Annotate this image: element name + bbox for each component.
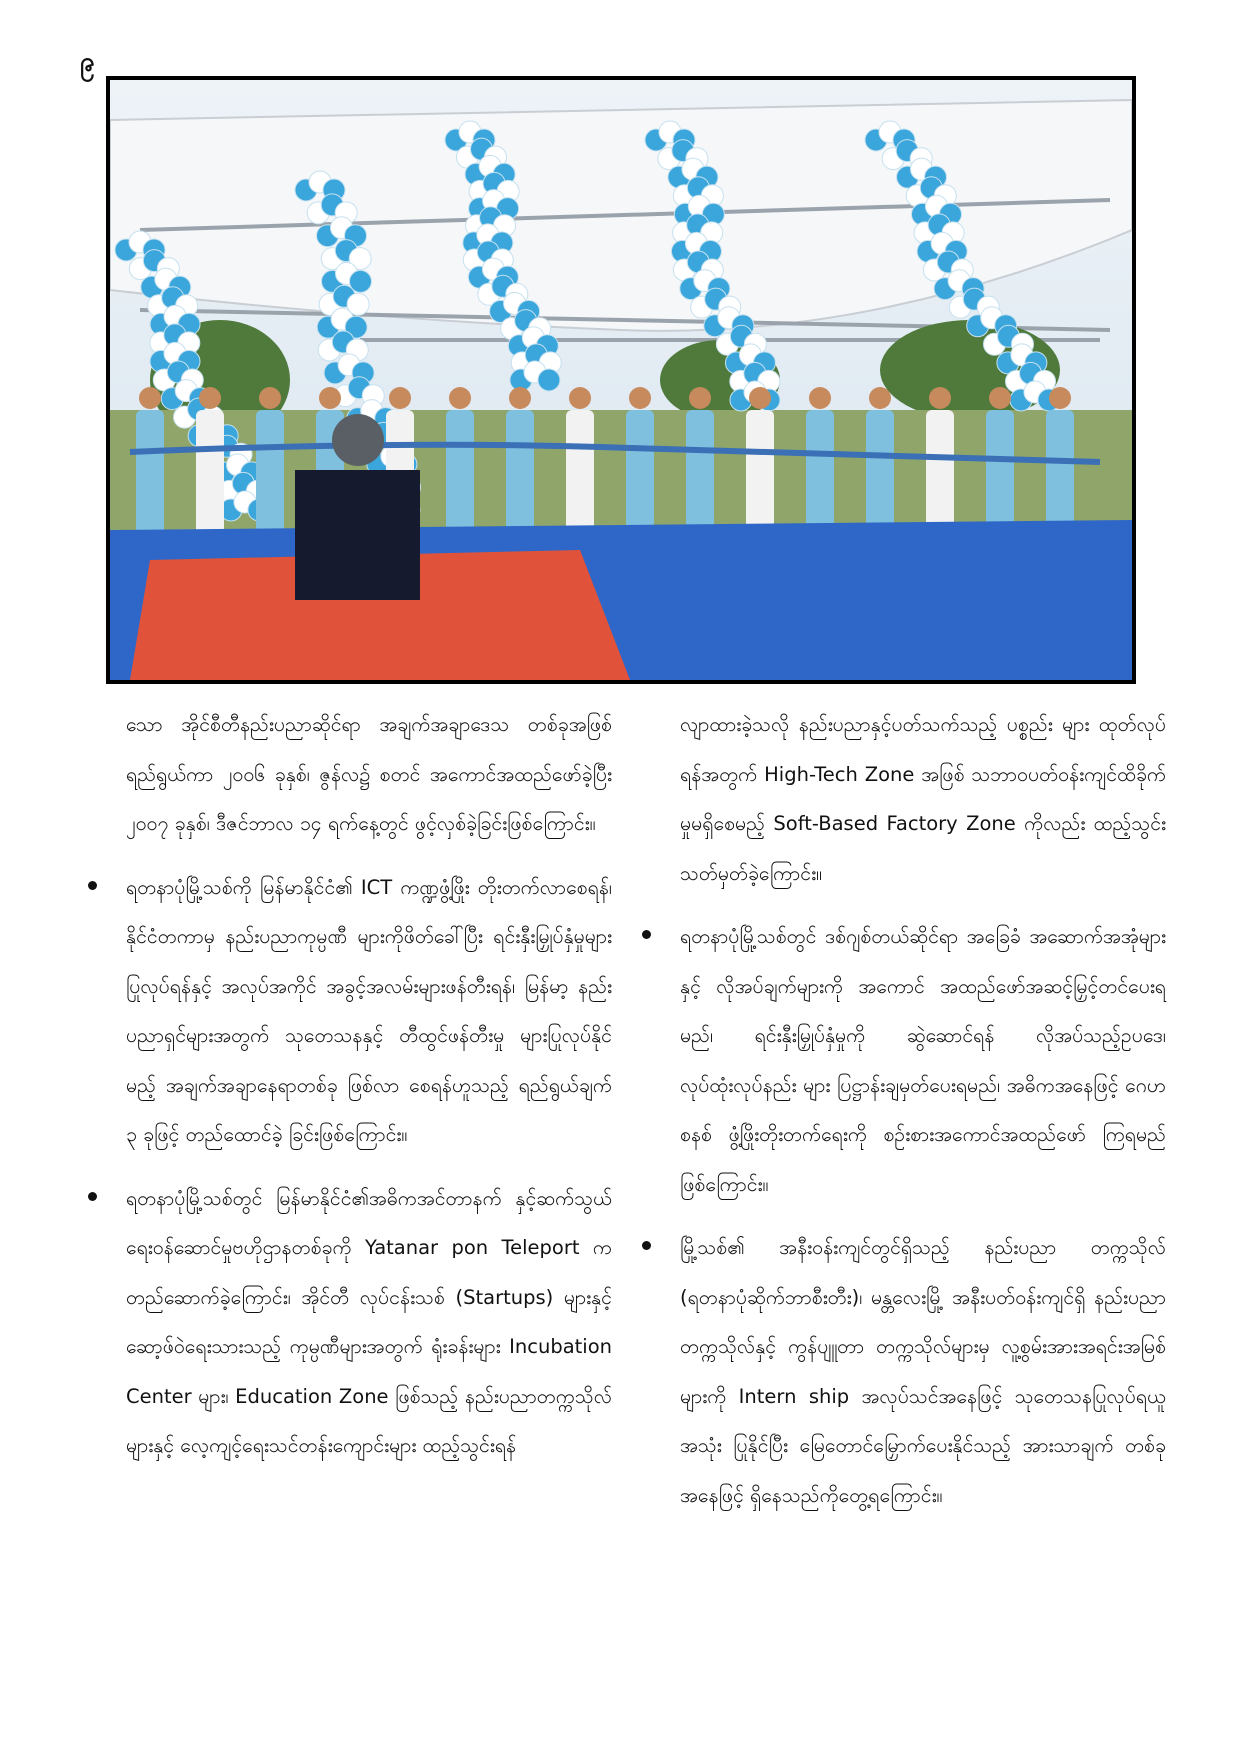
bullet-text: ရတနာပုံမြို့သစ်တွင် ဒစ်ဂျစ်တယ်ဆိုင်ရာ အခြေခံ အဆောက်အအုံများနှင့် လိုအပ်ချက်များကို အကောင် အထည်ဖော်အဆင့်မြှင့်တင်ပေးရမည်၊ ရင်းနှီးမြှုပ်နှံမှုကို ဆွဲဆောင်ရန် လိုအပ်သည့်ဥပဒေ၊ လုပ်ထုံးလုပ်နည်း များ ပြဋ္ဌာန်းချမှတ်ပေးရမည်၊ အဓိကအနေဖြင့် ဂေဟစနစ် ဖွံ့ဖြိုးတိုးတက်ရေးကို စဉ်းစားအကောင်အထည်ဖော် ကြရမည်ဖြစ်ကြောင်း။ xyxy=(680,925,1166,1196)
bullet-text: မြို့သစ်၏ အနီးဝန်းကျင်တွင်ရှိသည့် နည်းပညာ တက္ကသိုလ် (ရတနာပုံဆိုက်ဘာစီးတီး)၊ မန္တလေးမြို့ အနီးပတ်ဝန်းကျင်ရှိ နည်းပညာတက္ကသိုလ်နှင့် ကွန်ပျူတာ တက္ကသိုလ်များမှ လူ့စွမ်းအားအရင်းအမြစ်များကို Intern ship အလုပ်သင်အနေဖြင့် သုတေသနပြုလုပ်ရယူအသုံး ပြုနိုင်ပြီး မြေတောင်မြှောက်ပေးနိုင်သည့် အားသာချက် တစ်ခုအနေဖြင့် ရှိနေသည်ကိုတွေ့ရကြောင်း။ xyxy=(680,1236,1166,1507)
continuation-paragraph: လျာထားခဲ့သလို နည်းပညာနှင့်ပတ်သက်သည့် ပစ္စည်း များ ထုတ်လုပ်ရန်အတွက် High-Tech Zone အဖြစ် သဘာဝပတ်ဝန်းကျင်ထိခိုက်မှုမရှိစေမည့် Soft-Based Factory Zone ကိုလည်း ထည့်သွင်းသတ်မှတ်ခဲ့ကြောင်း။ xyxy=(680,713,1166,885)
bullet-text: ရတနာပုံမြို့သစ်ကို မြန်မာနိုင်ငံ၏ ICT ကဏ္ဍဖွံ့ဖြိုး တိုးတက်လာစေရန်၊ နိုင်ငံတကာမှ နည်းပညာကုမ္ပဏီ များကိုဖိတ်ခေါ်ပြီး ရင်းနှီးမြှုပ်နှံမှုများ ပြုလုပ်ရန်နှင့် အလုပ်အကိုင် အခွင့်အလမ်းများဖန်တီးရန်၊ မြန်မာ့ နည်းပညာရှင်များအတွက် သုတေသနနှင့် တီထွင်ဖန်တီးမှု များပြုလုပ်နိုင်မည့် အချက်အချာနေရာတစ်ခု ဖြစ်လာ စေရန်ဟူသည့် ရည်ရွယ်ချက် ၃ ခုဖြင့် တည်ထောင်ခဲ့ ခြင်းဖြစ်ကြောင်း။ xyxy=(126,875,612,1146)
person-head xyxy=(689,387,711,409)
bullet-item xyxy=(126,1174,612,1471)
person-head xyxy=(509,387,531,409)
person-head xyxy=(139,387,161,409)
person-head xyxy=(389,387,411,409)
person xyxy=(256,410,284,545)
person xyxy=(566,410,594,545)
person-head xyxy=(629,387,651,409)
person-head xyxy=(1049,387,1071,409)
bullet-icon xyxy=(88,1192,97,1201)
bullet-item xyxy=(126,863,612,1160)
person-head xyxy=(449,387,471,409)
person xyxy=(196,410,224,545)
person-head xyxy=(809,387,831,409)
bullet-text: ရတနာပုံမြို့သစ်တွင် မြန်မာနိုင်ငံ၏အဓိကအင်တာနက် နှင့်ဆက်သွယ်ရေးဝန်ဆောင်မှုဗဟိုဌာနတစ်ခုကို Yatanar pon Teleport က တည်ဆောက်ခဲ့ကြောင်း၊ အိုင်တီ လုပ်ငန်းသစ် (Startups) များနှင့် ဆော့ဖ်ဝဲရေးသားသည့် ကုမ္ပဏီများအတွက် ရုံးခန်းများ Incubation Center များ၊ Education Zone ဖြစ်သည့် နည်းပညာတက္ကသိုလ် များနှင့် လေ့ကျင့်ရေးသင်တန်းကျောင်းများ ထည့်သွင်းရန် xyxy=(126,1186,612,1457)
person-head xyxy=(569,387,591,409)
ceremony-photo xyxy=(106,76,1136,684)
bullet-icon xyxy=(642,930,651,939)
person-head xyxy=(869,387,891,409)
person-head xyxy=(259,387,281,409)
right-column xyxy=(680,700,1166,1534)
person xyxy=(506,410,534,545)
bullet-icon xyxy=(642,1241,651,1250)
globe xyxy=(332,414,384,466)
person-head xyxy=(989,387,1011,409)
person xyxy=(136,410,164,545)
pedestal xyxy=(295,470,420,600)
page-number: ၉ xyxy=(80,47,95,77)
bullet-item xyxy=(680,1223,1166,1520)
bullet-icon xyxy=(88,881,97,890)
balloon xyxy=(538,369,560,391)
person-head xyxy=(199,387,221,409)
ceremony-photo-illustration xyxy=(110,80,1132,680)
person-head xyxy=(749,387,771,409)
person-head xyxy=(929,387,951,409)
continuation-paragraph: သော အိုင်စီတီနည်းပညာဆိုင်ရာ အချက်အချာဒေသ တစ်ခုအဖြစ်ရည်ရွယ်ကာ ၂၀၀၆ ခုနှစ်၊ ဇွန်လ၌ စတင် အကောင်အထည်ဖော်ခဲ့ပြီး ၂၀၀၇ ခုနှစ်၊ ဒီဇင်ဘာလ ၁၄ ရက်နေ့တွင် ဖွင့်လှစ်ခဲ့ခြင်းဖြစ်ကြောင်း။ xyxy=(126,713,612,835)
bullet-item xyxy=(680,912,1166,1209)
person-head xyxy=(319,387,341,409)
person xyxy=(446,410,474,545)
left-column xyxy=(126,700,612,1485)
